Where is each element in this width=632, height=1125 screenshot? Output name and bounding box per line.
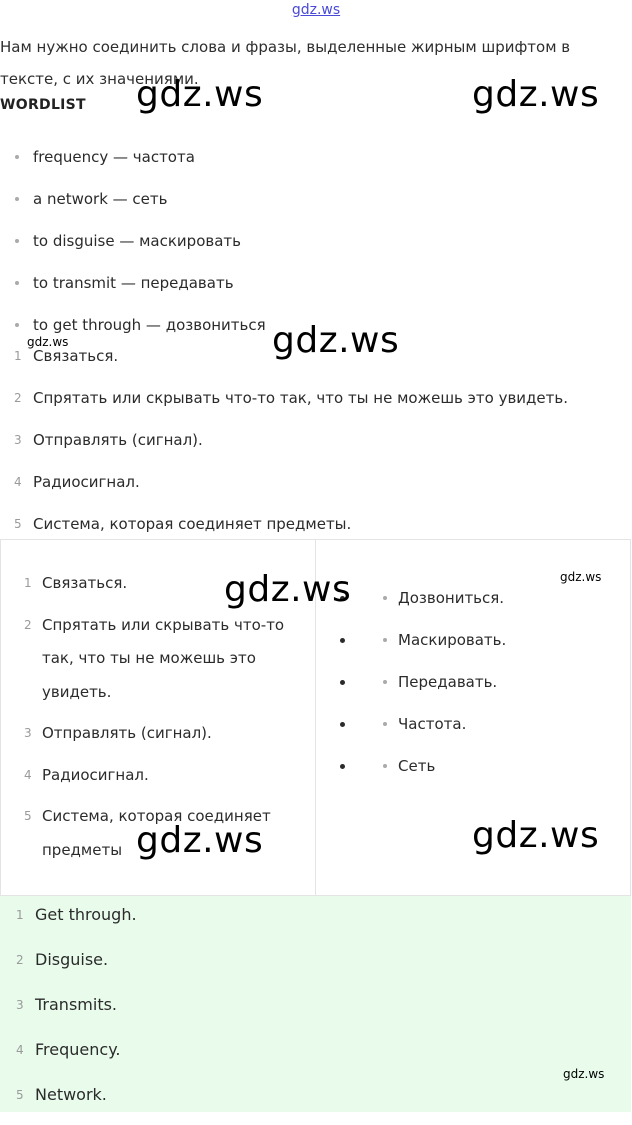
wordlist-item: to get through — дозвониться (0, 310, 620, 352)
watermark: gdz.ws (563, 1067, 605, 1081)
wordlist-item: a network — сеть (0, 184, 620, 226)
answer-text: Frequency. (35, 1040, 121, 1059)
answer-item (0, 990, 137, 1035)
table-meaning-text: Связаться. (42, 574, 128, 592)
wordlist-item: frequency — частота (0, 142, 620, 184)
item-number: 4 (24, 767, 32, 782)
table-meaning-item (1, 609, 301, 710)
item-number: 1 (14, 349, 22, 363)
answers-list (0, 900, 137, 1125)
item-number: 3 (14, 433, 22, 447)
watermark: gdz.ws (472, 74, 600, 115)
item-number: 1 (24, 576, 32, 590)
watermark: gdz.ws (560, 570, 602, 584)
site-link[interactable]: gdz.ws (291, 2, 341, 18)
item-number: 3 (16, 998, 24, 1012)
task-instruction: Нам нужно соединить слова и фразы, выделенные жирным шрифтом в тексте, с их значениями. (0, 38, 571, 88)
answer-item (0, 1035, 137, 1080)
watermark: gdz.ws (472, 815, 600, 856)
wordlist-item: to transmit — передавать (0, 268, 620, 310)
table-word-item: • Дозвониться. (356, 583, 632, 625)
item-number: 2 (16, 953, 24, 967)
item-number: 5 (14, 517, 22, 531)
answer-item (0, 1080, 137, 1125)
item-number: 3 (24, 726, 32, 740)
answer-item (0, 945, 137, 990)
table-word-item: • Частота. (356, 709, 632, 751)
item-number: 5 (16, 1088, 24, 1102)
answer-text: Transmits. (35, 995, 118, 1014)
watermark: gdz.ws (136, 820, 264, 861)
table-words-list (316, 583, 632, 793)
item-number: 4 (16, 1043, 24, 1057)
table-meaning-item (1, 717, 301, 751)
answer-text: Disguise. (35, 950, 109, 969)
wordlist-heading: WORDLIST (0, 97, 86, 113)
meaning-text: Спрятать или скрывать что-то так, что ты не можешь это увидеть. (33, 389, 568, 407)
table-word-item: • Сеть (356, 751, 632, 793)
meaning-item (0, 383, 620, 425)
meaning-text: Связаться. (33, 347, 119, 365)
table-meaning-text: Отправлять (сигнал). (42, 724, 212, 742)
watermark: gdz.ws (27, 335, 69, 349)
watermark: gdz.ws (136, 74, 264, 115)
meaning-text: Система, которая соединяет предметы. (33, 515, 352, 533)
meaning-text: Радиосигнал. (33, 473, 140, 491)
item-number: 2 (24, 617, 32, 632)
answer-text: Get through. (35, 905, 137, 924)
watermark: gdz.ws (224, 569, 352, 610)
meaning-item (0, 467, 620, 509)
table-word-item: • Передавать. (356, 667, 632, 709)
meaning-text: Отправлять (сигнал). (33, 431, 203, 449)
watermark: gdz.ws (272, 320, 400, 361)
answers-block (0, 896, 631, 1112)
answer-text: Network. (35, 1085, 107, 1104)
table-word-item: • Маскировать. (356, 625, 632, 667)
wordlist-item: to disguise — маскировать (0, 226, 620, 268)
meaning-item (0, 425, 620, 467)
table-meaning-text: Радиосигнал. (42, 765, 149, 784)
answer-item (0, 900, 137, 945)
item-number: 1 (16, 908, 24, 922)
table-meaning-text: Система, которая соединяет предметы (42, 807, 271, 859)
table-meaning-item (1, 759, 301, 793)
item-number: 2 (14, 391, 22, 405)
item-number: 4 (14, 475, 22, 489)
item-number: 5 (24, 809, 32, 823)
meanings-list (0, 341, 620, 551)
table-meaning-text: Спрятать или скрывать что-то так, что ты не можешь это увидеть. (42, 615, 285, 701)
